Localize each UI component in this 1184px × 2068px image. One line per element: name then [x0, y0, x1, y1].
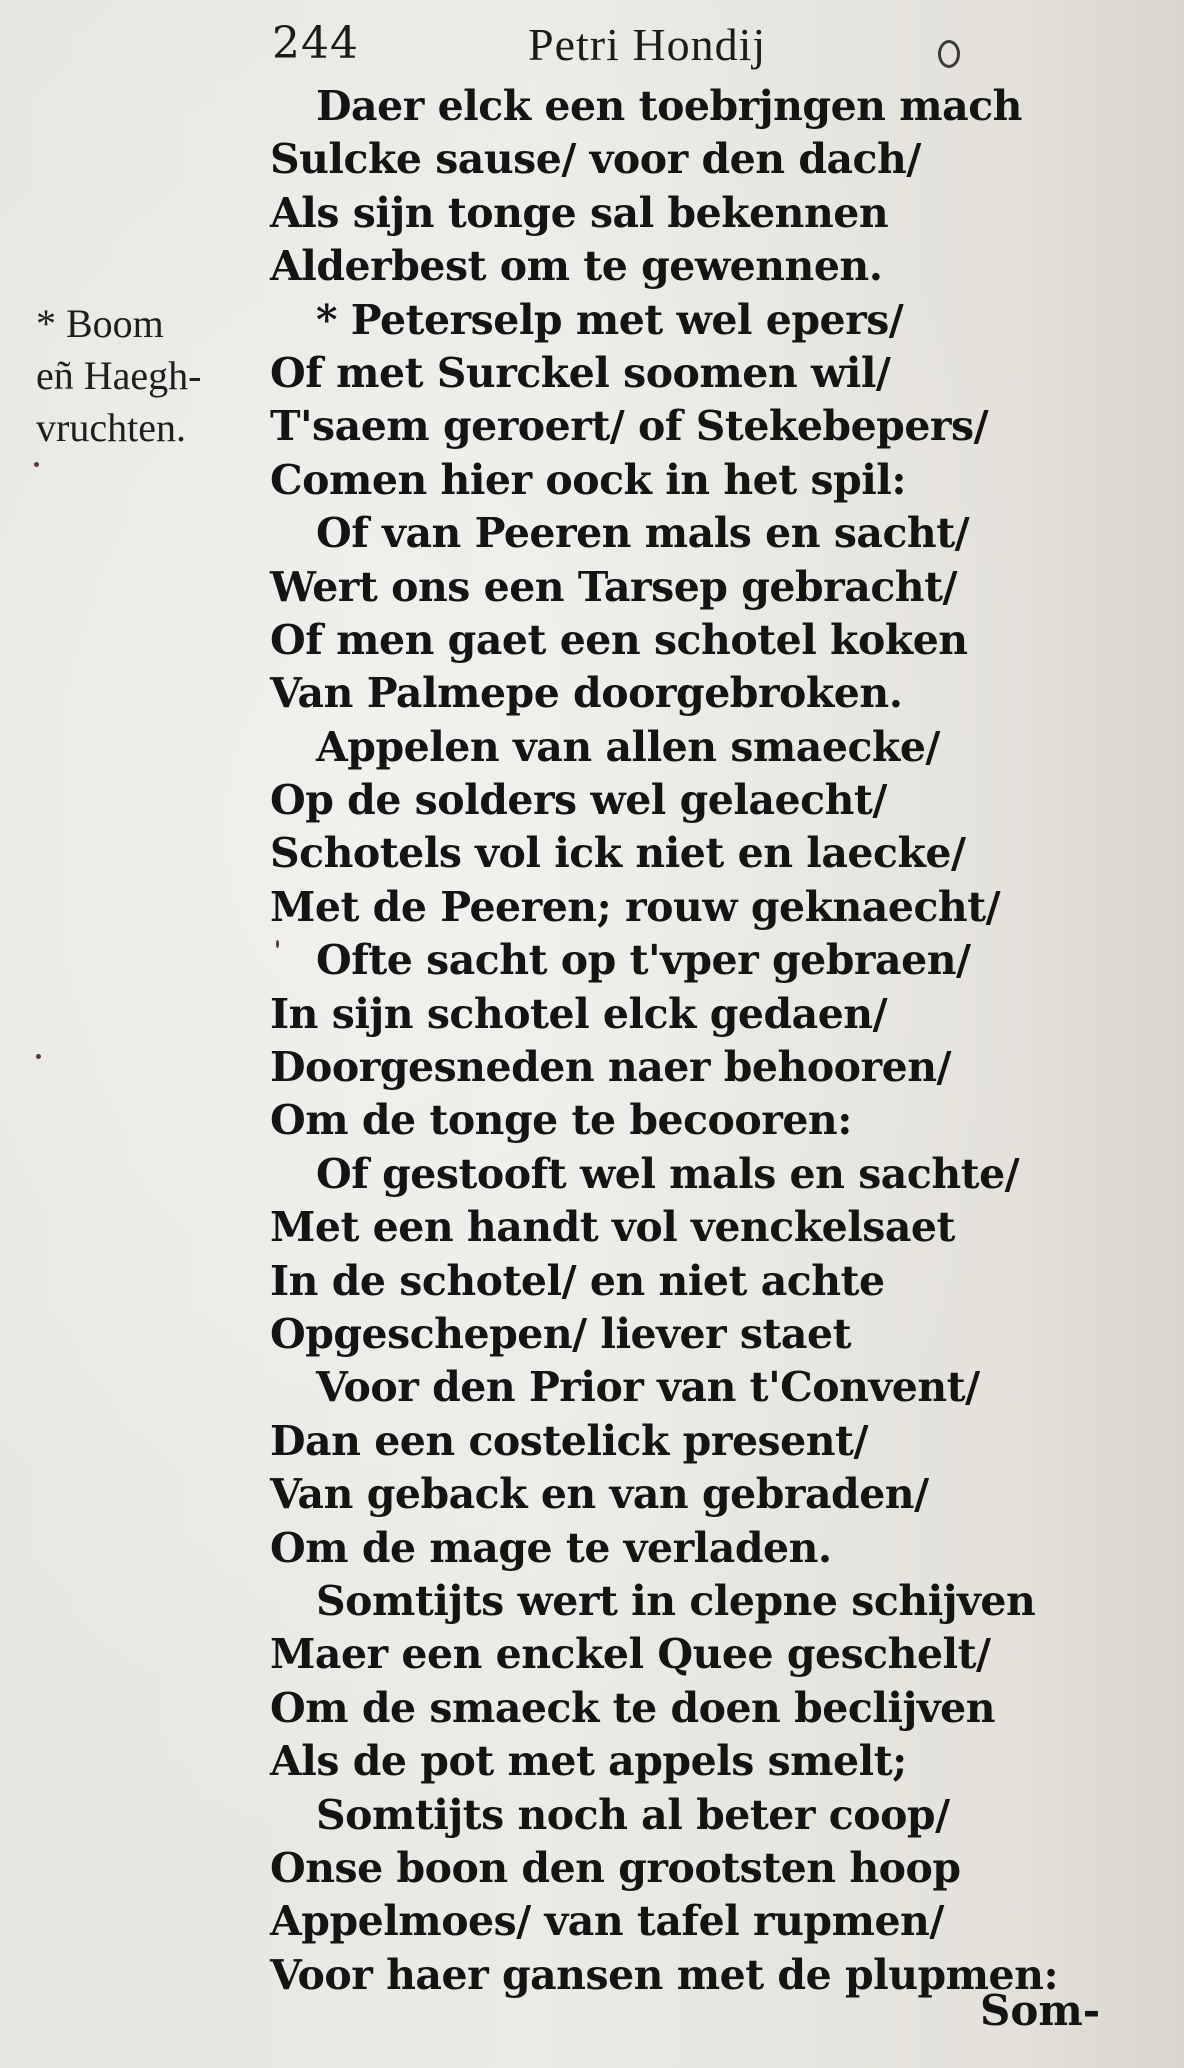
verse-line: Om de mage te verladen.: [270, 1523, 832, 1572]
verse-line: T'saem geroert/ of Stekebepers/: [270, 402, 989, 451]
ring-ornament-icon: [938, 40, 960, 68]
verse-line: Op de solders wel gelaecht/: [270, 776, 887, 825]
verse-line: Als sijn tonge sal bekennen: [270, 188, 889, 237]
verse-line: Wert ons een Tarsep gebracht/: [270, 562, 958, 611]
verse-line: Schotels vol ick niet en laecke/: [270, 829, 966, 878]
verse-line: Appelen van allen smaecke/: [316, 722, 940, 771]
margin-note-line: * Boom: [36, 301, 164, 346]
verse-line: Of met Surckel soomen wil/: [270, 348, 891, 397]
catchword: Som-: [980, 1986, 1101, 2035]
verse-line: Comen hier oock in het spil:: [270, 455, 907, 504]
verse-line: Voor haer gansen met de plupmen:: [270, 1950, 1059, 1999]
ink-speck: [34, 462, 39, 467]
margin-note: [36, 298, 266, 454]
verse-line: Van Palmepe doorgebroken.: [270, 669, 903, 718]
ink-speck: [276, 940, 279, 948]
verse-line: Sulcke sause/ voor den dach/: [270, 135, 921, 184]
verse-line: Opgeschepen/ liever staet: [270, 1309, 852, 1358]
verse-line: Maer een enckel Quee geschelt/: [270, 1630, 991, 1679]
verse-line: Somtijts wert in clepne schijven: [316, 1576, 1036, 1625]
verse-line: Daer elck een toebrjngen mach: [316, 82, 1022, 130]
verse-line: Onse boon den grootsten hoop: [270, 1843, 961, 1892]
verse-line: Of van Peeren mals en sacht/: [316, 509, 970, 558]
verse-line: Van geback en van gebraden/: [270, 1470, 929, 1519]
verse-line: In de schotel/ en niet achte: [270, 1256, 885, 1305]
page-number: 244: [272, 18, 359, 69]
verse-line: Somtijts noch al beter coop/: [316, 1790, 950, 1839]
verse-line: In sijn schotel elck gedaen/: [270, 989, 888, 1038]
ink-speck: [36, 1054, 41, 1059]
verse-line: Doorgesneden naer behooren/: [270, 1043, 951, 1092]
verse-line: Met de Peeren; rouw geknaecht/: [270, 882, 1001, 931]
verse-line: Alderbest om te gewennen.: [270, 242, 883, 291]
verse-line: Of gestooft wel mals en sachte/: [316, 1149, 1020, 1198]
verse-line: Om de smaeck te doen beclijven: [270, 1683, 996, 1732]
verse-line: Met een handt vol venckelsaet: [270, 1203, 955, 1252]
running-head: Petri Hondij: [528, 19, 767, 70]
verse-line: * Peterselp met wel epers/: [316, 295, 904, 344]
verse-line: Als de pot met appels smelt;: [270, 1737, 907, 1786]
verse-line: Appelmoes/ van tafel rupmen/: [270, 1897, 944, 1946]
verse-line: Of men gaet een schotel koken: [270, 615, 968, 664]
verse-line: Om de tonge te becooren:: [270, 1096, 852, 1145]
page-header: [0, 10, 1184, 72]
margin-note-line: eñ Haegh-: [36, 353, 202, 398]
verse-line: Dan een costelick present/: [270, 1416, 868, 1465]
verse-line: Ofte sacht op t'vper gebraen/: [316, 936, 971, 985]
verse-line: Voor den Prior van t'Convent/: [316, 1363, 980, 1412]
margin-note-line: vruchten.: [36, 405, 186, 450]
poem-text: [270, 80, 1130, 2002]
